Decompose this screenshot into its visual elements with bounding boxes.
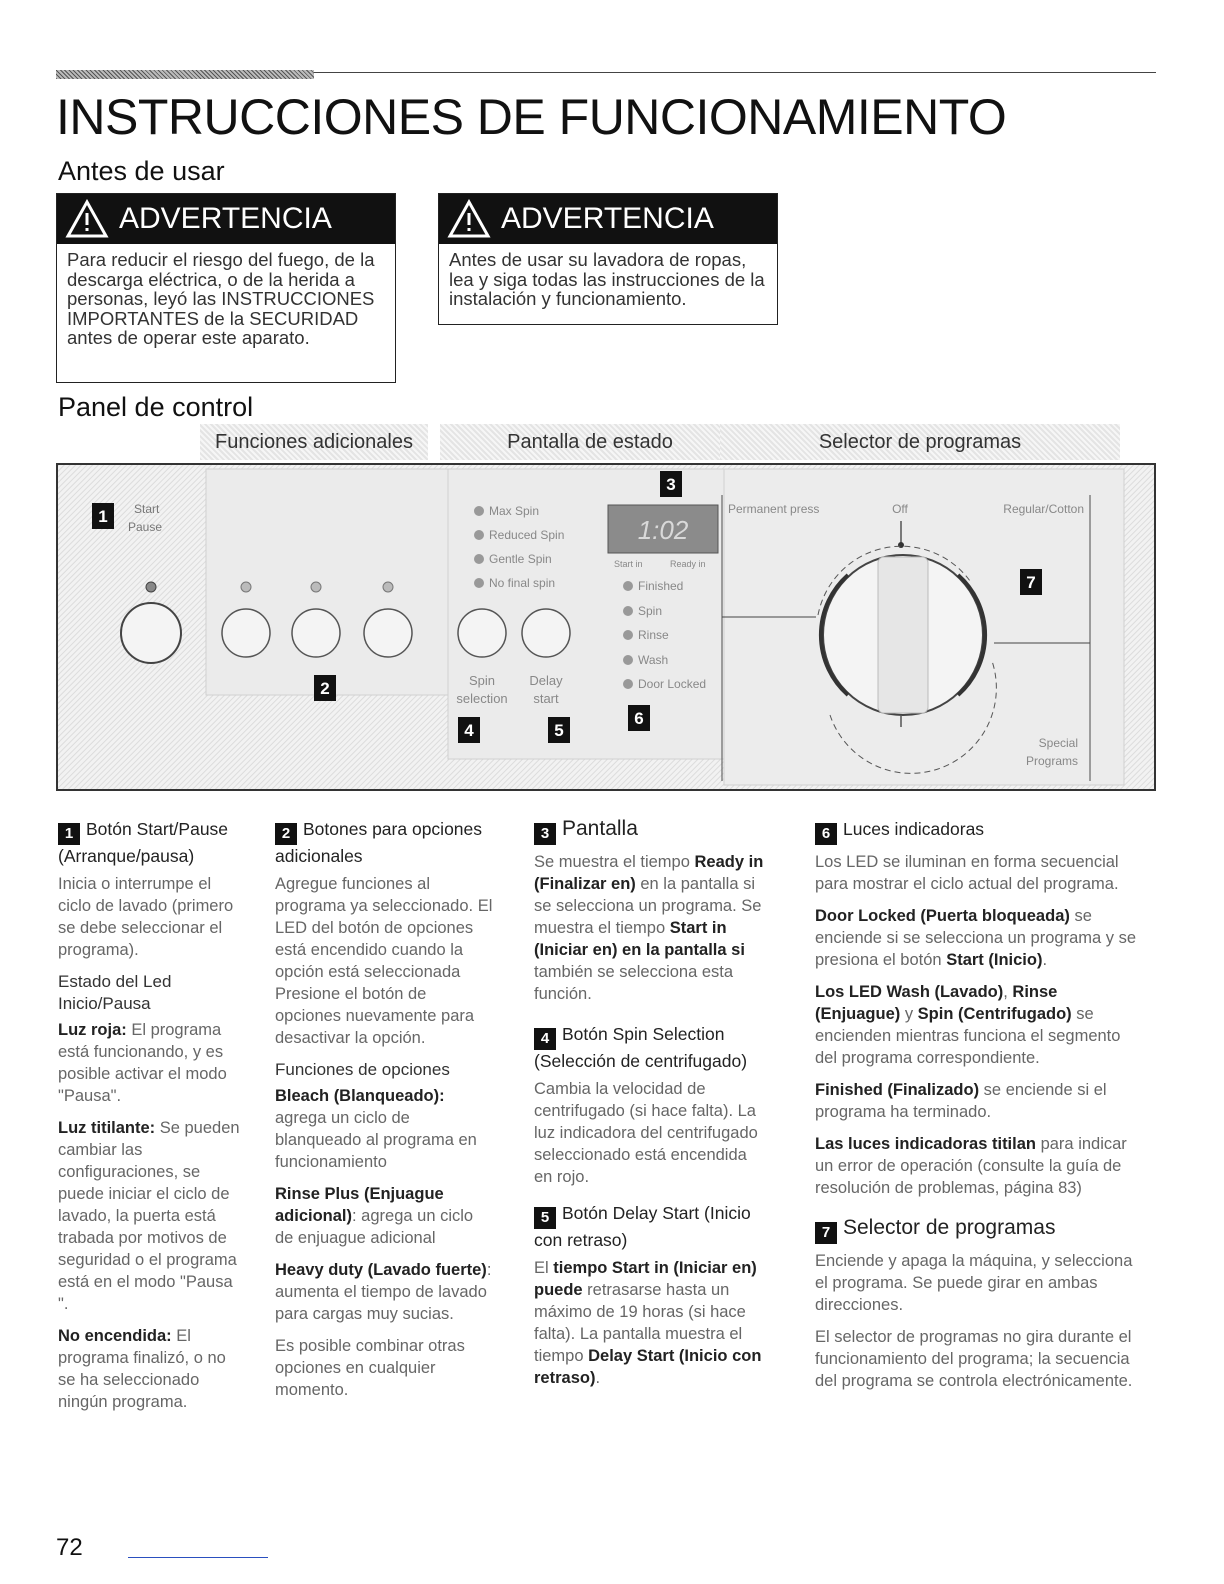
selector-label: Regular/Cotton	[1003, 502, 1084, 516]
option-led-1	[241, 582, 251, 592]
status-led-label: Rinse	[638, 628, 669, 642]
status-led-finished	[623, 581, 633, 591]
text-run: para indicar un error de operación (consulte la guía de resolución de problemas, página 83)	[815, 1135, 1127, 1197]
label-additional-functions: Funciones adicionales	[200, 424, 428, 460]
start-pause-led	[146, 582, 156, 592]
term-text: Se pueden cambiar las configuraciones, se puede iniciar el ciclo de lavado, la puerta está trabada por motivos de seguridad o el programa está en el modo "Pausa ".	[58, 1119, 240, 1313]
term-text: : aumenta el tiempo de lavado para cargas muy sucias.	[275, 1261, 492, 1323]
description-display-and-buttons	[534, 818, 769, 1399]
paragraph	[534, 851, 769, 1005]
callout-3-number: 3	[666, 475, 676, 494]
subheading: Estado del Led Inicio/Pausa	[58, 972, 172, 1013]
term: Rinse (Enjuague)	[815, 983, 1058, 1023]
spin-option-label: No final spin	[489, 576, 556, 590]
spin-led-1	[474, 506, 484, 516]
heading-text: Botón Delay Start (Inicio con retraso)	[534, 1203, 751, 1250]
paragraph	[275, 1259, 495, 1325]
paragraph	[815, 905, 1145, 971]
paragraph	[58, 1019, 243, 1107]
start-pause-button[interactable]	[121, 603, 181, 663]
status-led-label: Finished	[638, 579, 684, 593]
heading-text: Luces indicadoras	[843, 819, 985, 839]
display-ready-in: Ready in	[670, 559, 706, 569]
spin-button-label: Spin	[468, 673, 496, 688]
callout-badge: 1	[58, 823, 80, 845]
term-text: El programa finalizó, o no se ha seleccionado ningún programa.	[58, 1327, 226, 1411]
paragraph	[275, 1085, 495, 1173]
callout-5-number: 5	[554, 721, 564, 740]
term: No encendida:	[58, 1327, 172, 1345]
callout-badge: 2	[275, 823, 297, 845]
paragraph: Agregue funciones al programa ya seleccionado. El LED del botón de opciones está encendido cuando la opción está seleccionada Presione el botón de opciones nuevamente para desactivar la opción.	[275, 875, 493, 1047]
selector-label: Off	[892, 502, 908, 516]
option-led-2	[311, 582, 321, 592]
status-led-door	[623, 679, 633, 689]
callout-badge: 5	[534, 1207, 556, 1229]
heading-text: Botón Spin Selection (Selección de centrifugado)	[534, 1024, 748, 1071]
warning-text: Para reducir el riesgo del fuego, de la descarga eléctrica, o de la herida a personas, leyó las INSTRUCCIONES IMPORTANTES de la SECURIDAD antes de operar este aparato.	[67, 249, 375, 348]
option-button-3[interactable]	[364, 609, 412, 657]
status-led-label: Spin	[638, 604, 663, 618]
term: Los LED Wash (Lavado)	[815, 983, 1004, 1001]
control-panel-illustration	[56, 463, 1156, 791]
header-accent-bar	[56, 70, 314, 79]
spin-option-label: Reduced Spin	[489, 528, 565, 542]
spin-led-2	[474, 530, 484, 540]
paragraph	[58, 1325, 243, 1413]
delay-button-label: Delay	[529, 673, 563, 688]
spin-option-label: Max Spin	[489, 504, 540, 518]
footer-line	[128, 1557, 268, 1558]
label-status-display: Pantalla de estado	[440, 424, 740, 460]
term: Door Locked (Puerta bloqueada)	[815, 907, 1070, 925]
paragraph	[58, 1117, 243, 1315]
section-heading	[815, 1217, 1145, 1244]
callout-4-number: 4	[464, 721, 474, 740]
status-led-spin	[623, 606, 633, 616]
callout-badge: 6	[815, 823, 837, 845]
spin-option-label: Gentle Spin	[489, 552, 552, 566]
term: Bleach (Blanqueado):	[275, 1087, 445, 1105]
spin-button-label: selection	[456, 691, 508, 706]
callout-badge: 4	[534, 1028, 556, 1050]
text-run: retrasarse hasta un máximo de 19 horas (si hace falta). La pantalla muestra el tiempo	[534, 1281, 746, 1365]
term: Spin (Centrifugado)	[917, 1005, 1072, 1023]
term: Rinse Plus (Enjuague adicional)	[275, 1185, 444, 1225]
term: Delay Start (Inicio con retraso)	[534, 1347, 762, 1387]
paragraph	[815, 1133, 1145, 1199]
status-led-rinse	[623, 630, 633, 640]
text-run: también se selecciona esta función.	[534, 963, 734, 1003]
text-run: ,	[1003, 983, 1013, 1001]
text-run: se enciende si el programa ha terminado.	[815, 1081, 1107, 1121]
display-start-in: Start in	[614, 559, 643, 569]
delay-button-label: start	[533, 691, 559, 706]
delay-start-button[interactable]	[522, 609, 570, 657]
warning-triangle-icon	[447, 199, 491, 239]
section-heading-before-use: Antes de usar	[58, 156, 225, 186]
warning-box-instructions	[438, 193, 778, 325]
callout-1-number: 1	[98, 507, 108, 526]
callout-2-number: 2	[320, 679, 330, 698]
paragraph	[534, 1257, 769, 1389]
status-led-label: Door Locked	[638, 677, 707, 691]
subheading: Funciones de opciones	[275, 1060, 450, 1079]
paragraph	[815, 981, 1145, 1069]
paragraph: Cambia la velocidad de centrifugado (si hace falta). La luz indicadora del centrifugado seleccionado está encendida en rojo.	[534, 1080, 758, 1186]
callout-badge: 7	[815, 1222, 837, 1244]
term: Heavy duty (Lavado fuerte)	[275, 1261, 487, 1279]
page-title: INSTRUCCIONES DE FUNCIONAMIENTO	[56, 89, 1007, 145]
warning-header	[439, 194, 777, 244]
paragraph	[275, 1183, 495, 1249]
selector-label: Permanent press	[728, 502, 820, 516]
status-led-wash	[623, 655, 633, 665]
page-number: 72	[56, 1534, 83, 1561]
term: Ready in (Finalizar en)	[534, 853, 764, 893]
paragraph	[815, 1079, 1145, 1123]
callout-7-number: 7	[1026, 573, 1036, 592]
text-run: se enciende si se selecciona un programa y se presiona el botón	[815, 907, 1137, 969]
text-run: El	[534, 1259, 554, 1277]
term: Finished (Finalizado)	[815, 1081, 980, 1099]
description-indicators-and-selector	[815, 818, 1145, 1402]
display-time-value: 1:02	[637, 515, 689, 545]
heading-text: Botón Start/Pause (Arranque/pausa)	[58, 819, 229, 866]
warning-box-safety	[56, 193, 396, 383]
spin-selection-button[interactable]	[458, 609, 506, 657]
term-text: : agrega un ciclo de enjuague adicional	[275, 1207, 474, 1247]
text-run: Se muestra el tiempo	[534, 853, 695, 871]
term-text: agrega un ciclo de blanqueado al programa en funcionamiento	[275, 1109, 477, 1171]
text-run: .	[595, 1369, 601, 1387]
term-text: El programa está funcionando, y es posible activar el modo "Pausa".	[58, 1021, 227, 1105]
option-led-3	[383, 582, 393, 592]
paragraph: El selector de programas no gira durante el funcionamiento del programa; la secuencia del programa se controla electrónicamente.	[815, 1328, 1133, 1390]
section-heading	[815, 818, 1145, 845]
section-heading	[534, 818, 769, 845]
section-heading	[534, 1023, 769, 1072]
status-led-label: Wash	[638, 653, 669, 667]
option-button-1[interactable]	[222, 609, 270, 657]
label-program-selector: Selector de programas	[720, 424, 1120, 460]
warning-title: ADVERTENCIA	[501, 202, 714, 235]
callout-6-number: 6	[634, 709, 644, 728]
section-heading	[534, 1202, 769, 1251]
pause-label: Pause	[128, 520, 163, 534]
heading-text: Selector de programas	[843, 1216, 1056, 1239]
paragraph: Los LED se iluminan en forma secuencial para mostrar el ciclo actual del programa.	[815, 853, 1119, 893]
text-run: .	[1042, 951, 1048, 969]
section-heading	[58, 818, 243, 867]
term: Las luces indicadoras titilan	[815, 1135, 1036, 1153]
text-run: se encienden mientras funciona el segmento del programa correspondiente.	[815, 1005, 1121, 1067]
callout-badge: 3	[534, 823, 556, 845]
warning-title: ADVERTENCIA	[119, 202, 332, 235]
start-label: Start	[134, 502, 160, 516]
heading-text: Pantalla	[562, 817, 638, 840]
description-start-pause	[58, 818, 243, 1423]
paragraph: Es posible combinar otras opciones en cualquier momento.	[275, 1337, 465, 1399]
warning-text: Antes de usar su lavadora de ropas, lea y siga todas las instrucciones de la instalación y funcionamiento.	[449, 249, 765, 309]
term: Start (Inicio)	[946, 951, 1043, 969]
text-run: y	[900, 1005, 918, 1023]
paragraph: Enciende y apaga la máquina, y selecciona el programa. Se puede girar en ambas direcciones.	[815, 1252, 1133, 1314]
spin-led-3	[474, 554, 484, 564]
paragraph: Inicia o interrumpe el ciclo de lavado (primero se debe seleccionar el programa).	[58, 875, 234, 959]
heading-text: Botones para opciones adicionales	[275, 819, 483, 866]
selector-label: Programs	[1025, 754, 1078, 768]
selector-label: Special	[1038, 736, 1078, 750]
term: tiempo Start in (Iniciar en) puede	[534, 1259, 757, 1299]
section-heading	[275, 818, 495, 867]
option-button-2[interactable]	[292, 609, 340, 657]
term: Start in (Iniciar en) en la pantalla si	[534, 919, 745, 959]
term: Luz titilante:	[58, 1119, 156, 1137]
spin-led-4	[474, 578, 484, 588]
panel-section-labels	[200, 424, 1120, 460]
warning-header	[57, 194, 395, 244]
warning-triangle-icon	[65, 199, 109, 239]
term: Luz roja:	[58, 1021, 127, 1039]
section-heading-control-panel: Panel de control	[58, 392, 254, 422]
text-run: en la pantalla si se selecciona un programa. Se muestra el tiempo	[534, 875, 762, 937]
description-option-buttons	[275, 818, 495, 1411]
